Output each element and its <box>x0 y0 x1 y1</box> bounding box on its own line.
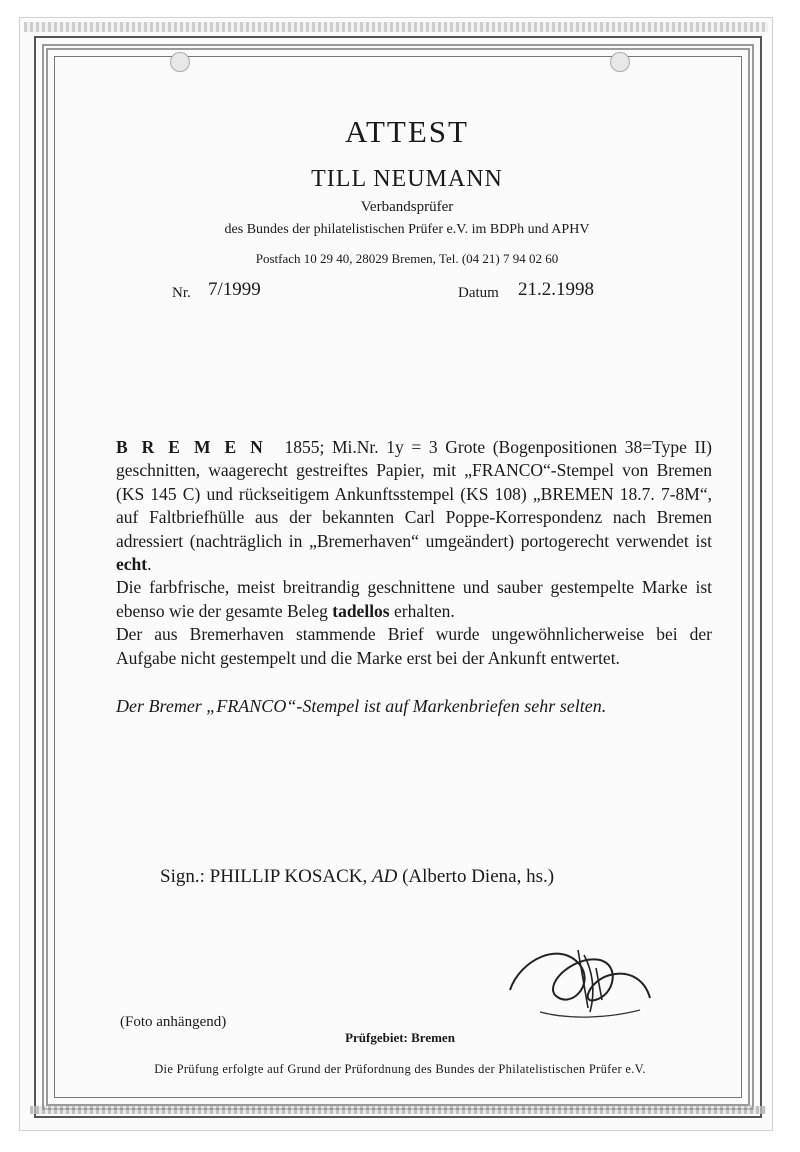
condition-grade: tadellos <box>332 600 390 621</box>
condition-end: erhalten. <box>394 600 455 621</box>
examiner-name: TILL NEUMANN <box>311 166 503 192</box>
handwritten-signature <box>500 920 660 1030</box>
date-label: Datum <box>458 285 499 301</box>
legal-footer: Die Prüfung erfolgte auf Grund der Prüfordnung des Bundes der Philatelistischen Prüfer e.V. <box>154 1062 646 1076</box>
certificate-header <box>100 100 714 311</box>
nr-label: Nr. <box>172 285 191 301</box>
description-text: 1855; Mi.Nr. 1y = 3 Grote (Bogenpositionen 38=Type II) geschnitten, waagerecht gestreiftes Papier, mit „FRANCO“-Stempel von Bremen (KS 145 C) und rückseitigem Ankunftsstempel (KS 108) „BREMEN 18.7. 7-8M“, auf Faltbriefhülle aus der bekannten Carl Poppe-Korrespondenz nach Bremen adressiert (nachträglich in „Bremerhaven“ umgeändert) portogerecht verwendet ist <box>116 437 712 551</box>
sign-suffix: (Alberto Diena, hs.) <box>402 866 555 887</box>
perforated-bottom-edge <box>30 1106 766 1114</box>
signature-line <box>160 866 554 888</box>
examination-area: Prüfgebiet: Bremen <box>345 1030 455 1045</box>
stamp-region: BREMEN <box>116 437 277 457</box>
number-date-row <box>100 279 714 311</box>
certificate-title: ATTEST <box>345 114 469 149</box>
punch-hole-left <box>170 52 190 72</box>
rarity-note: Der Bremer „FRANCO“-Stempel ist auf Markenbriefen sehr selten. <box>116 696 607 717</box>
remark-paragraph: Der aus Bremerhaven stammende Brief wurde ungewöhnlicherweise bei der Aufgabe nicht gestempelt und die Marke erst bei der Ankunft entwertet. <box>116 624 712 668</box>
condition-text: Die farbfrische, meist breitrandig geschnittene und sauber gestempelte Marke ist ebenso wie der gesamte Beleg <box>116 577 712 621</box>
examiner-role: Verbandsprüfer <box>360 199 454 215</box>
perforated-top-edge <box>24 22 768 32</box>
address-line: Postfach 10 29 40, 28029 Bremen, Tel. (04 21) 7 94 02 60 <box>255 251 559 266</box>
photo-attached-note: (Foto anhängend) <box>120 1014 227 1030</box>
description-end: . <box>147 554 152 575</box>
association-line: des Bundes der philatelistischen Prüfer e.V. im BDPh und APHV <box>224 222 590 237</box>
nr-value: 7/1999 <box>208 279 261 300</box>
punch-hole-right <box>610 52 630 72</box>
date-value: 21.2.1998 <box>518 279 594 300</box>
condition-paragraph <box>116 576 712 623</box>
sign-ad: AD <box>372 866 398 887</box>
verdict-echt: echt <box>116 554 148 575</box>
sign-prefix: Sign.: PHILLIP KOSACK, <box>160 866 368 887</box>
description-paragraph <box>116 436 712 576</box>
certificate-body <box>116 436 712 718</box>
